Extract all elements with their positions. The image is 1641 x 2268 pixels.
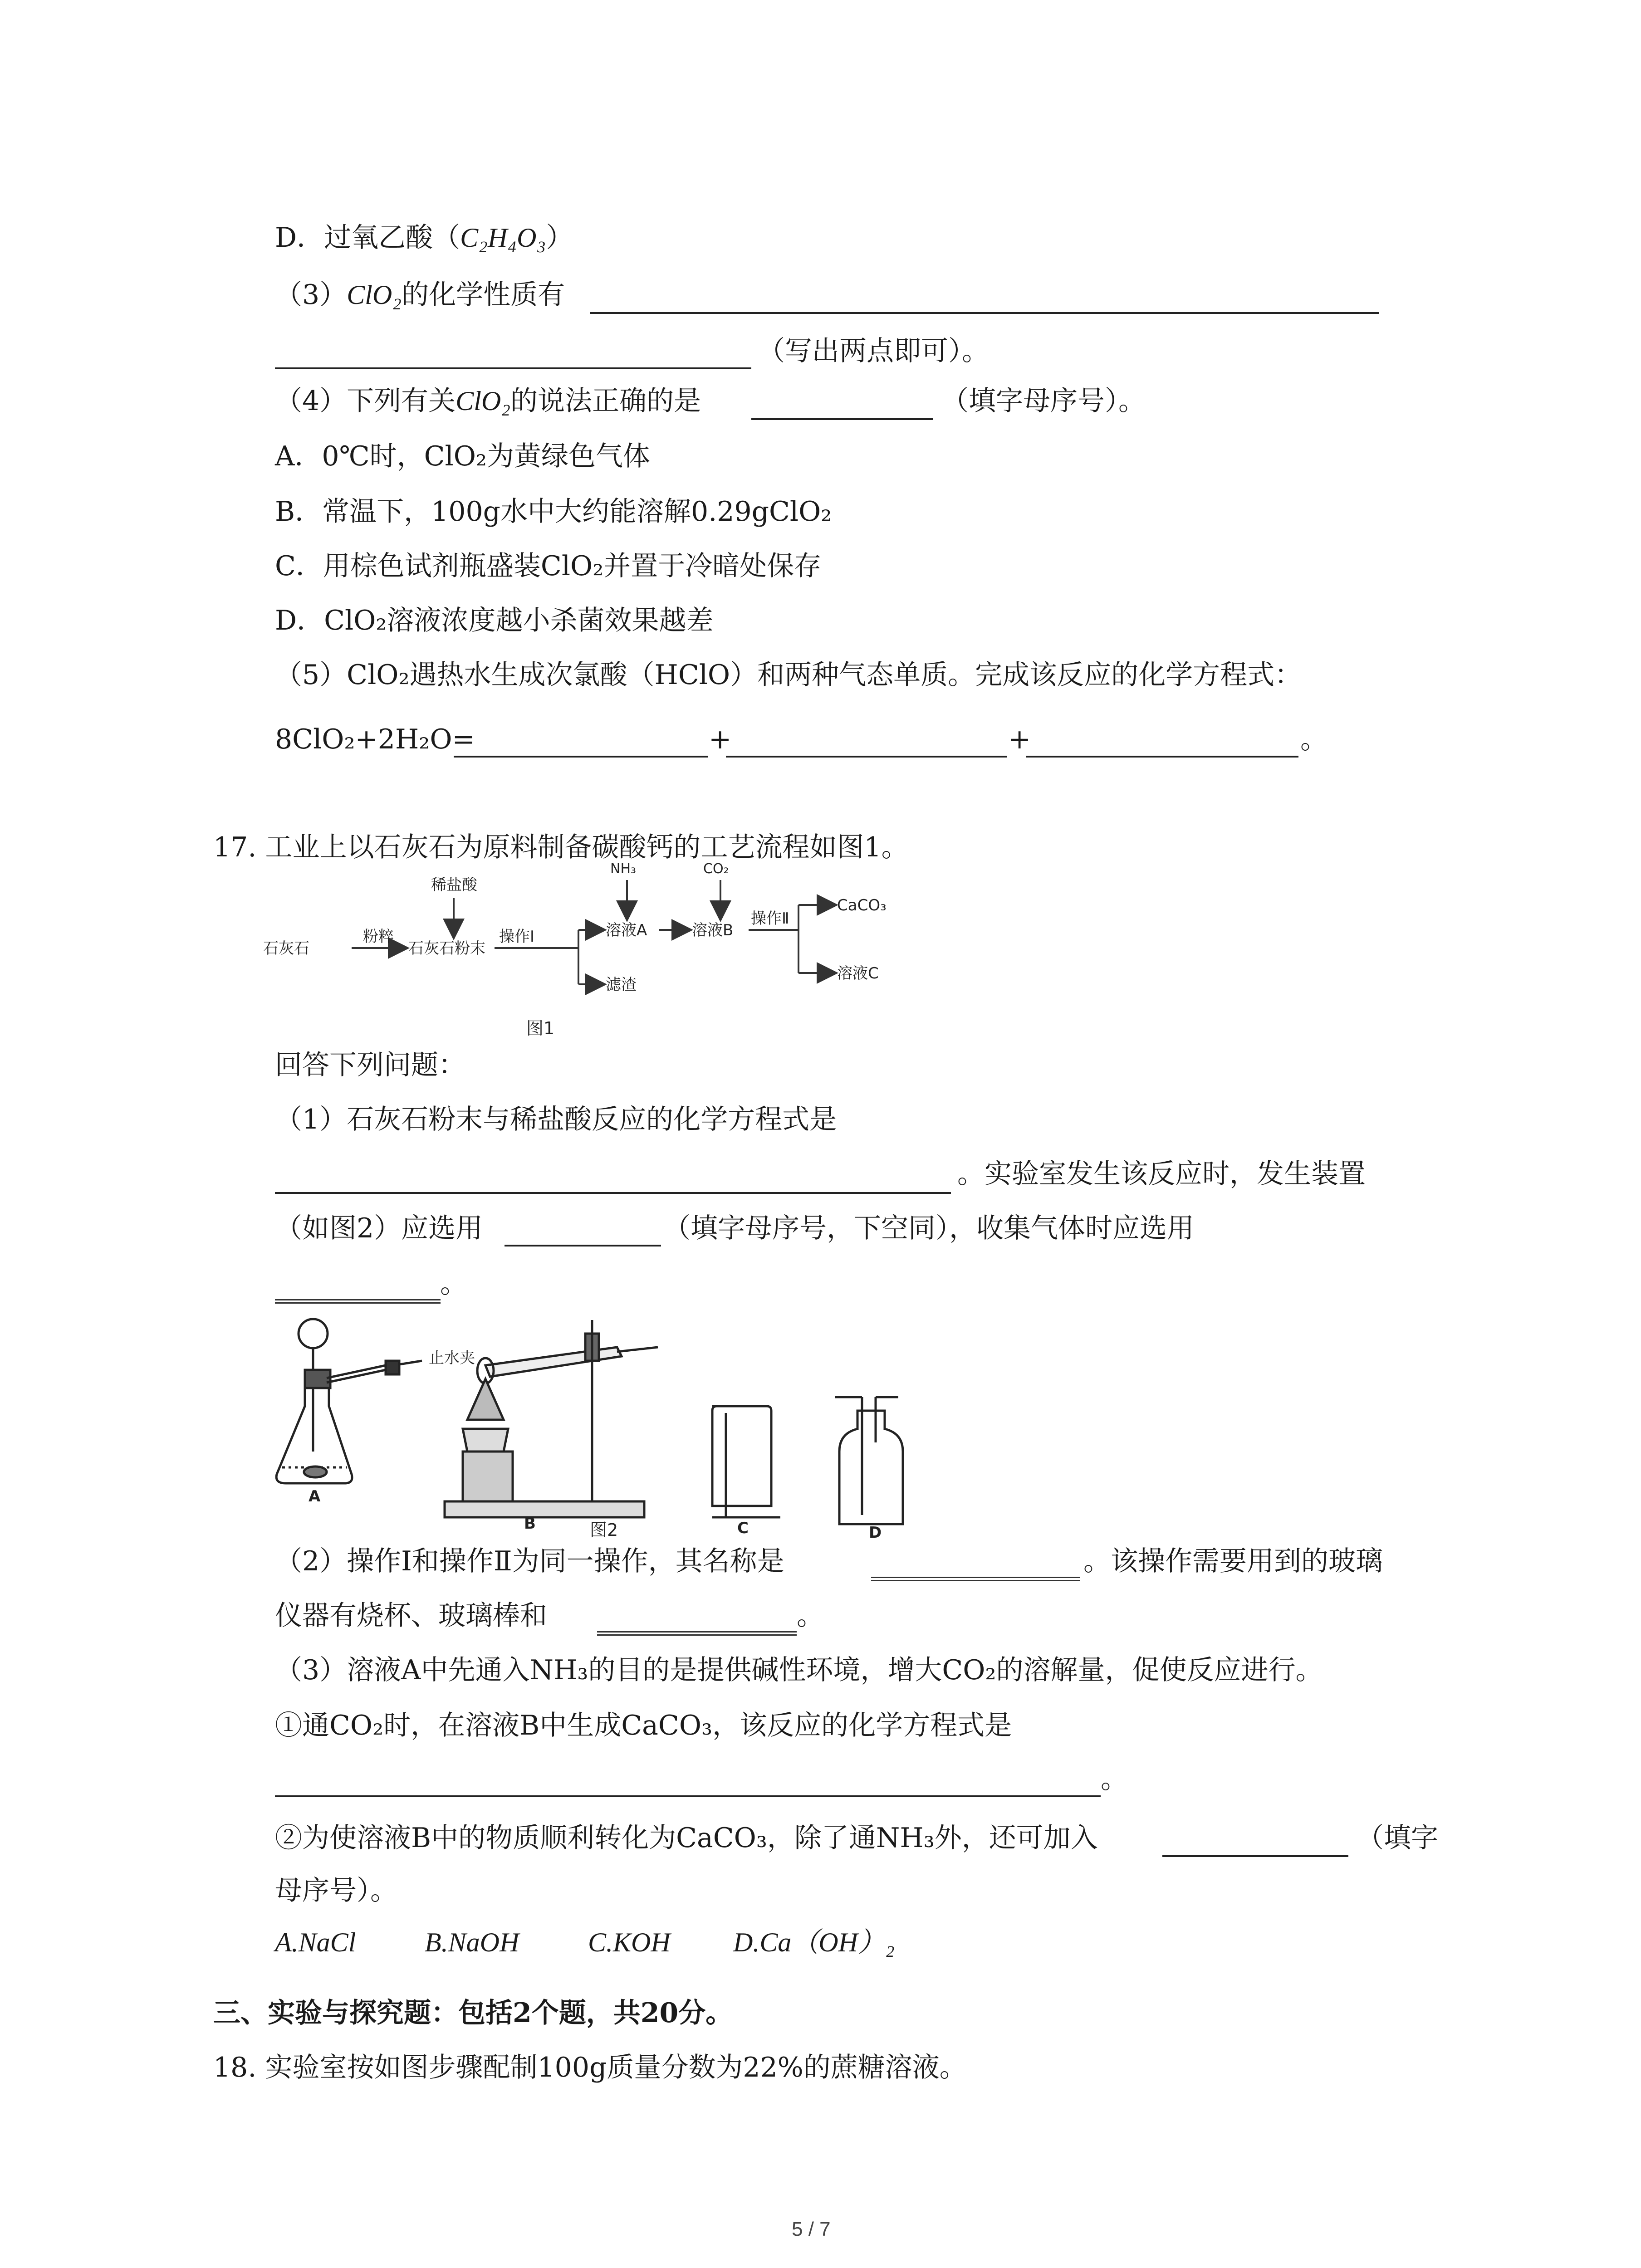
q16-part3-blank-1[interactable] bbox=[590, 312, 1379, 314]
flow-solution-b: 溶液B bbox=[692, 921, 734, 939]
q16-part4-text: 的说法正确的是 bbox=[510, 385, 701, 417]
q16-part3-blank-2[interactable] bbox=[275, 367, 751, 369]
q16-part3-number: （3） bbox=[275, 279, 347, 311]
q16-option-d bbox=[275, 219, 573, 257]
q17-part1-blank-equation[interactable] bbox=[275, 1192, 951, 1194]
q16-part4-option-b: B．常温下，100g水中大约能溶解0.29gClO₂ bbox=[275, 496, 832, 528]
figure-2-caption: 图2 bbox=[590, 1520, 618, 1538]
q17-part1-blank-apparatus[interactable] bbox=[505, 1245, 661, 1246]
page-number: 5 / 7 bbox=[792, 2218, 831, 2240]
q17-part3-sub1: ①通CO₂时，在溶液B中生成CaCO₃，该反应的化学方程式是 bbox=[275, 1710, 1012, 1741]
q16-part4-tail: （填字母序号）。 bbox=[941, 385, 1146, 417]
label-d: D bbox=[869, 1524, 882, 1538]
q16-part4 bbox=[275, 382, 701, 420]
q17-part3-sub2: ②为使溶液B中的物质顺利转化为CaCO₃，除了通NH₃外，还可加入 bbox=[275, 1822, 1098, 1854]
flow-powder: 石灰石粉末 bbox=[408, 939, 485, 958]
q17-part2-blank-instrument[interactable] bbox=[597, 1631, 797, 1636]
q17-option-a: A.NaCl bbox=[275, 1927, 356, 1957]
q17-part1-line3-end: 。 bbox=[440, 1268, 467, 1300]
q16-part5-equation: 8ClO₂+2H₂O= bbox=[275, 723, 475, 755]
pinch-clamp bbox=[386, 1361, 399, 1374]
apparatus-a bbox=[276, 1319, 422, 1483]
q16-part4-option-c: C．用棕色试剂瓶盛装ClO₂并置于冷暗处保存 bbox=[275, 550, 822, 582]
q17-part1-line2-pre: （如图2）应选用 bbox=[275, 1212, 483, 1244]
q16-part4-formula: ClO₂ bbox=[456, 386, 511, 416]
q17-part2: （2）操作Ⅰ和操作Ⅱ为同一操作，其名称是 bbox=[275, 1545, 784, 1577]
q16-part4-option-d: D．ClO₂溶液浓度越小杀菌效果越差 bbox=[275, 605, 714, 636]
q16-part5-blank-2[interactable] bbox=[726, 756, 1007, 758]
q16-part5-plus-2: + bbox=[1008, 723, 1031, 755]
q16-part5: （5）ClO₂遇热水生成次氯酸（HClO）和两种气态单质。完成该反应的化学方程式： bbox=[275, 659, 1302, 691]
q17-part2-tail: 。该操作需要用到的玻璃 bbox=[1083, 1545, 1383, 1577]
q17-part2-line2: 仪器有烧杯、玻璃棒和 bbox=[275, 1600, 547, 1632]
q17-part3-sub1-end: 。 bbox=[1101, 1763, 1128, 1795]
flow-co2: CO₂ bbox=[703, 862, 729, 877]
rubber-stopper bbox=[305, 1370, 330, 1388]
flow-op1: 操作Ⅰ bbox=[499, 928, 535, 946]
q17-stem: 17. 工业上以石灰石为原料制备碳酸钙的工艺流程如图1。 bbox=[213, 831, 909, 863]
q16-part4-number: （4）下列有关 bbox=[275, 385, 456, 417]
flow-residue: 滤渣 bbox=[606, 976, 637, 994]
q17-part1-line2-post: （填字母序号，下空同），收集气体时应选用 bbox=[663, 1212, 1194, 1244]
flow-grind: 粉粹 bbox=[363, 928, 394, 946]
flow-limestone: 石灰石 bbox=[263, 939, 309, 958]
q17-part3-sub1-blank[interactable] bbox=[275, 1795, 1101, 1797]
q17-part1: （1）石灰石粉末与稀盐酸反应的化学方程式是 bbox=[275, 1104, 837, 1135]
flow-op2: 操作Ⅱ bbox=[751, 909, 789, 928]
q16-part3 bbox=[275, 276, 565, 314]
q17-part3-sub2-line2: 母序号）。 bbox=[275, 1875, 397, 1906]
thistle-funnel-bulb bbox=[299, 1319, 328, 1348]
label-b: B bbox=[524, 1515, 536, 1533]
section-3-title: 三、实验与探究题：包括2个题，共20分。 bbox=[213, 1997, 733, 2029]
apparatus-b bbox=[445, 1320, 658, 1517]
q17-answer-intro: 回答下列问题： bbox=[275, 1049, 465, 1081]
q16-part5-blank-1[interactable] bbox=[454, 756, 708, 758]
q16-option-d-formula: C₂H₄O₃ bbox=[460, 223, 546, 253]
q16-option-d-label: D．过氧乙酸（ bbox=[275, 222, 460, 254]
q17-part2-blank-name[interactable] bbox=[871, 1577, 1080, 1581]
q16-part5-plus-1: + bbox=[709, 723, 732, 755]
figure-2-apparatus bbox=[272, 1315, 980, 1538]
q16-part3-tail: （写出两点即可）。 bbox=[758, 335, 989, 367]
flow-acid: 稀盐酸 bbox=[431, 876, 477, 894]
q16-part4-blank[interactable] bbox=[751, 418, 933, 420]
q17-part3-sub2-tail: （填字 bbox=[1357, 1822, 1438, 1854]
label-a: A bbox=[309, 1487, 321, 1505]
flow-caco3: CaCO₃ bbox=[837, 896, 887, 914]
q16-part3-formula: ClO₂ bbox=[347, 280, 402, 310]
label-pinch-clamp: 止水夹 bbox=[429, 1349, 475, 1367]
q17-part1-tail: 。实验室发生该反应时，发生装置 bbox=[957, 1158, 1366, 1190]
q18-stem: 18. 实验室按如图步骤配制100g质量分数为22%的蔗糖溶液。 bbox=[213, 2052, 967, 2083]
apparatus-d bbox=[835, 1397, 903, 1524]
apparatus-c bbox=[712, 1406, 780, 1517]
flow-solution-a: 溶液A bbox=[606, 921, 647, 939]
q16-part5-blank-3[interactable] bbox=[1026, 756, 1298, 758]
q17-part3-sub2-blank[interactable] bbox=[1162, 1855, 1348, 1857]
figure-1-caption: 图1 bbox=[526, 1018, 555, 1038]
q17-option-c: C.KOH bbox=[588, 1927, 671, 1957]
q17-options bbox=[275, 1923, 895, 1961]
q17-option-d: D.Ca（OH）₂ bbox=[733, 1927, 895, 1957]
figure-1-flowchart bbox=[254, 862, 916, 1043]
q17-part2-end: 。 bbox=[797, 1600, 824, 1632]
q16-part5-period: 。 bbox=[1300, 723, 1327, 755]
q16-part4-option-a: A．0℃时，ClO₂为黄绿色气体 bbox=[275, 440, 650, 472]
q17-option-b: B.NaOH bbox=[425, 1927, 519, 1957]
label-c: C bbox=[737, 1519, 749, 1537]
q17-part1-blank-collection[interactable] bbox=[275, 1299, 441, 1304]
q16-option-d-close: ） bbox=[546, 222, 573, 254]
q17-part3: （3）溶液A中先通入NH₃的目的是提供碱性环境，增大CO₂的溶解量，促使反应进行。 bbox=[275, 1654, 1323, 1686]
flow-nh3: NH₃ bbox=[610, 862, 637, 877]
flow-solution-c: 溶液C bbox=[837, 964, 879, 982]
q16-part3-text: 的化学性质有 bbox=[402, 279, 565, 311]
